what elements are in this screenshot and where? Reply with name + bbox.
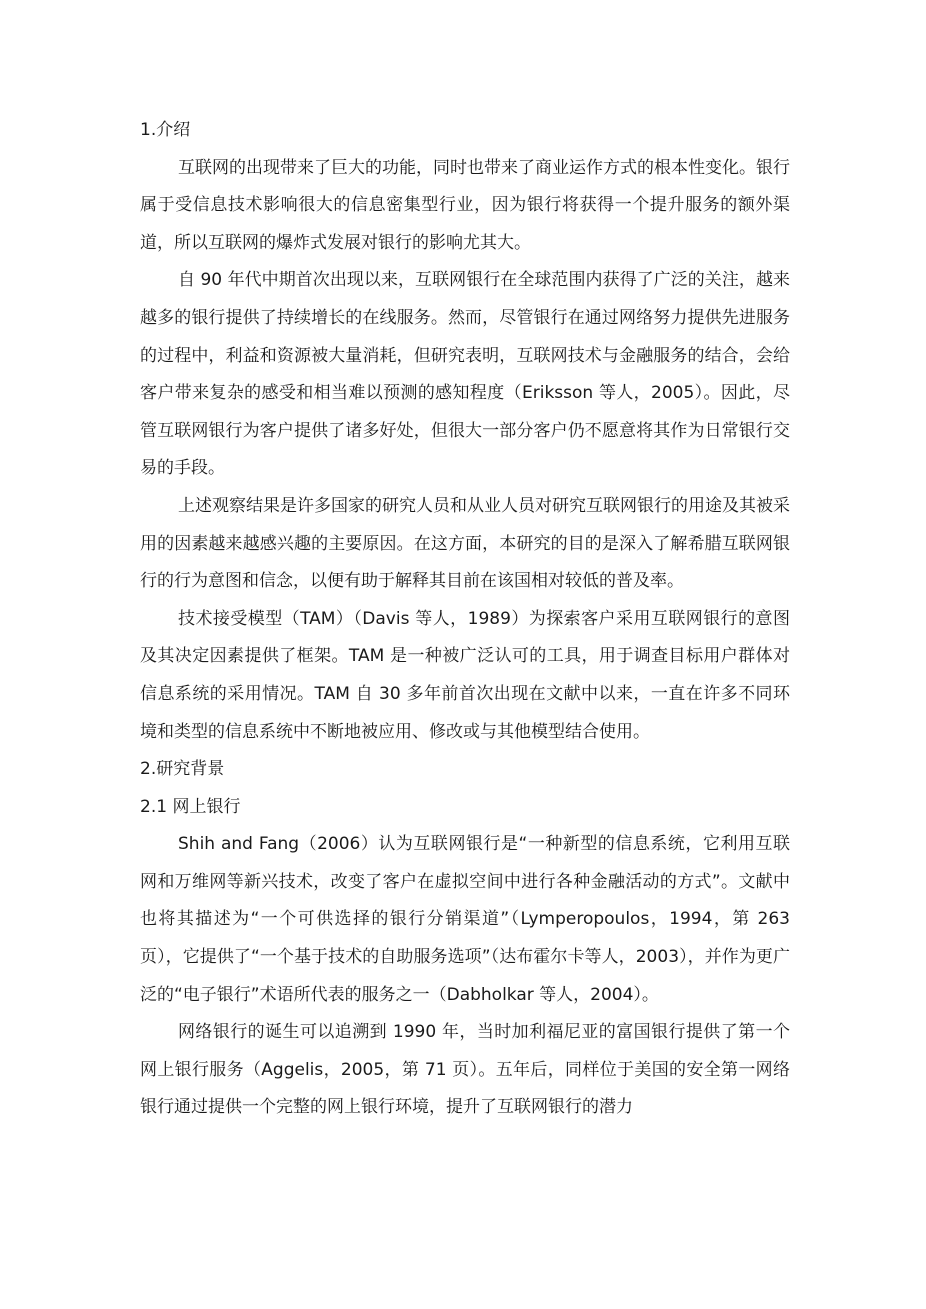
paragraph-internet-banking-history: 自 90 年代中期首次出现以来，互联网银行在全球范围内获得了广泛的关注，越来越多的银行提供了持续增长的在线服务。然而，尽管银行在通过网络努力提供先进服务的过程中，利益和资源被大量消耗，但研究表明，互联网技术与金融服务的结合，会给客户带来复杂的感受和相当难以预测的感知程度（Eriksson 等人，2005）。因此，尽管互联网银行为客户提供了诸多好处，但很大一部分客户仍不愿意将其作为日常银行交易的手段。 <box>140 270 790 479</box>
paragraph-internet-impact: 互联网的出现带来了巨大的功能，同时也带来了商业运作方式的根本性变化。银行属于受信息技术影响很大的信息密集型行业，因为银行将获得一个提升服务的额外渠道，所以互联网的爆炸式发展对银行的影响尤其大。 <box>140 157 790 253</box>
paragraph-tam: 技术接受模型（TAM）（Davis 等人，1989）为探索客户采用互联网银行的意图及其决定因素提供了框架。TAM 是一种被广泛认可的工具，用于调查目标用户群体对信息系统的采用情况。TAM 自 30 多年前首次出现在文献中以来，一直在许多不同环境和类型的信息系统中不断地被应用、修改或与其他模型结合使用。 <box>140 608 790 742</box>
paragraph-origin: 网络银行的诞生可以追溯到 1990 年，当时加利福尼亚的富国银行提供了第一个网上银行服务（Aggelis，2005，第 71 页）。五年后，同样位于美国的安全第一网络银行通过提供一个完整的网上银行环境，提升了互联网银行的潜力 <box>140 1022 790 1118</box>
section-heading-introduction: 1.介绍 <box>140 120 191 140</box>
paragraph-research-aim: 上述观察结果是许多国家的研究人员和从业人员对研究互联网银行的用途及其被采用的因素越来越感兴趣的主要原因。在这方面，本研究的目的是深入了解希腊互联网银行的行为意图和信念，以便有助于解释其目前在该国相对较低的普及率。 <box>140 495 790 592</box>
subsection-heading-online-banking: 2.1 网上银行 <box>140 796 241 817</box>
paragraph-definition: Shih and Fang（2006）认为互联网银行是“一种新型的信息系统，它利用互联网和万维网等新兴技术，改变了客户在虚拟空间中进行各种金融活动的方式”。文献中也将其描述为“一个可供选择的银行分销渠道”（Lymperopoulos，1994，第 263 页），它提供了“一个基于技术的自助服务选项”（达布霍尔卡等人，2003），并作为更广泛的“电子银行”术语所代表的服务之一（Dabholkar 等人，2004）。 <box>140 834 790 1005</box>
document-page <box>140 112 790 1127</box>
section-heading-background: 2.研究背景 <box>140 759 225 780</box>
